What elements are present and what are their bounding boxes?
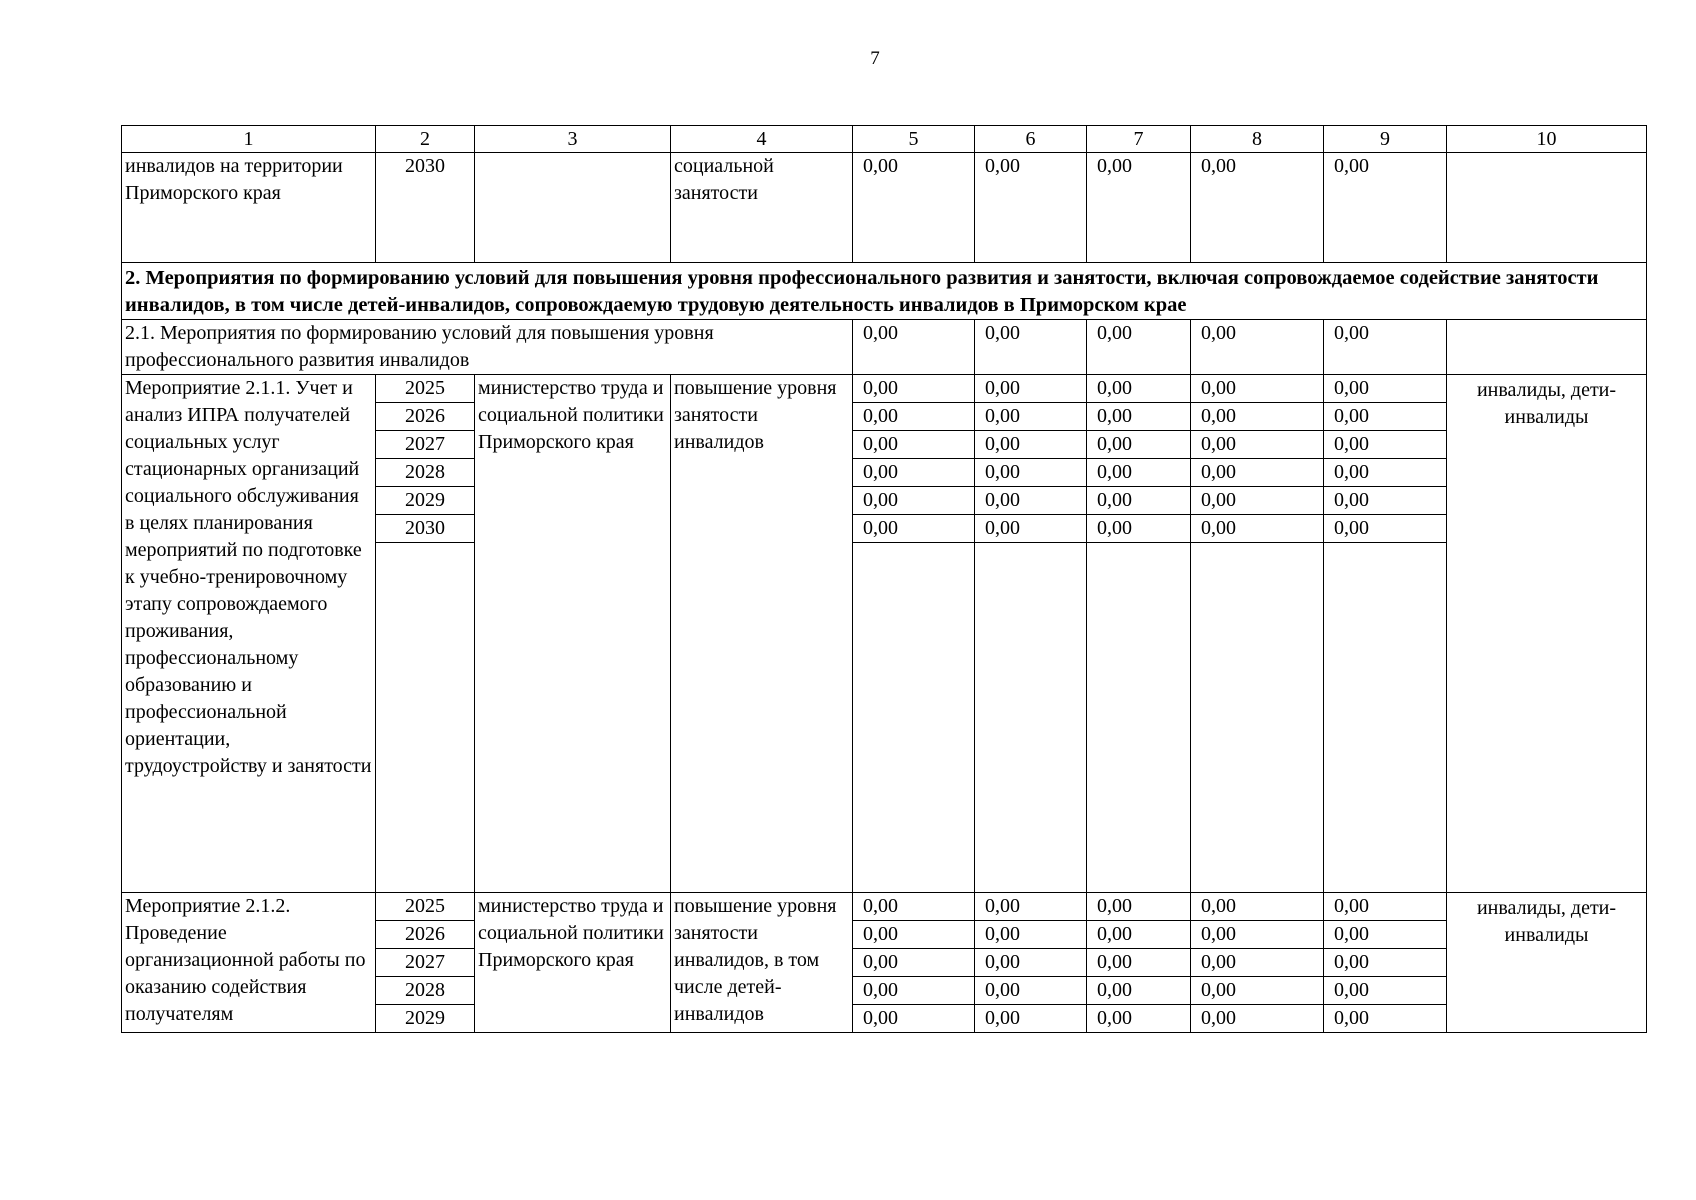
value-cell: 0,00 [1324,403,1447,431]
subsection-value: 0,00 [1324,320,1447,375]
value-cell: 0,00 [975,375,1087,403]
subsection-value: 0,00 [853,320,975,375]
value-cell: 0,00 [1324,1005,1447,1033]
value-cell: 0,00 [853,459,975,487]
value-cell: 0,00 [1324,459,1447,487]
subsection-value: 0,00 [975,320,1087,375]
value-cell: 0,00 [1191,949,1324,977]
year-cell: 2026 [376,403,475,431]
value-cell: 0,00 [1087,1005,1191,1033]
value-cell: 0,00 [1191,515,1324,543]
empty-cell [853,543,975,893]
value-cell: 0,00 [1324,375,1447,403]
cont-description: инвалидов на территории Приморского края [122,153,376,263]
column-header: 7 [1087,126,1191,153]
value-cell: 0,00 [975,431,1087,459]
value-cell: 0,00 [1324,487,1447,515]
measure-title: Мероприятие 2.1.1. Учет и анализ ИПРА получателей социальных услуг стационарных организаций социального обслуживания в целях планирования мероприятий по подготовке к учебно-тренировочному этапу сопровождаемого проживания, профессиональному образованию и профессиональной ориентации, трудоустройству и занятости [122,375,376,893]
empty-cell [975,543,1087,893]
empty-cell [1324,543,1447,893]
value-cell: 0,00 [1087,921,1191,949]
column-header: 1 [122,126,376,153]
value-cell: 0,00 [975,1005,1087,1033]
value-cell: 0,00 [975,921,1087,949]
value-cell: 0,00 [975,459,1087,487]
year-cell: 2025 [376,893,475,921]
value-cell: 0,00 [1087,893,1191,921]
cont-value: 0,00 [975,153,1087,263]
cont-value: 0,00 [1087,153,1191,263]
value-cell: 0,00 [1191,431,1324,459]
value-cell: 0,00 [975,403,1087,431]
year-cell: 2029 [376,487,475,515]
year-cell: 2027 [376,431,475,459]
value-cell: 0,00 [853,375,975,403]
value-cell: 0,00 [975,893,1087,921]
year-cell: 2028 [376,977,475,1005]
subsection-value: 0,00 [1087,320,1191,375]
value-cell: 0,00 [975,487,1087,515]
section-row [122,263,1647,320]
year-cell: 2030 [376,515,475,543]
column-header: 8 [1191,126,1324,153]
value-cell: 0,00 [1191,977,1324,1005]
value-cell: 0,00 [1087,487,1191,515]
value-cell: 0,00 [1087,949,1191,977]
value-cell: 0,00 [853,403,975,431]
value-cell: 0,00 [1087,977,1191,1005]
column-header: 4 [671,126,853,153]
value-cell: 0,00 [853,487,975,515]
empty-cell [1191,543,1324,893]
value-cell: 0,00 [1191,921,1324,949]
value-cell: 0,00 [1324,977,1447,1005]
value-cell: 0,00 [975,949,1087,977]
value-cell: 0,00 [1191,1005,1324,1033]
value-cell: 0,00 [1324,431,1447,459]
value-cell: 0,00 [853,949,975,977]
value-cell: 0,00 [1324,515,1447,543]
cont-executor [475,153,671,263]
result-cell: повышение уровня занятости инвалидов [671,375,853,893]
column-header: 2 [376,126,475,153]
section-2-title: 2. Мероприятия по формированию условий для повышения уровня профессионального развития и занятости, включая сопровождаемое содействие занятости инвалидов, в том числе детей-инвалидов, сопровождаемую трудовую деятельность инвалидов в Приморском крае [122,263,1647,320]
value-cell: 0,00 [1087,403,1191,431]
value-cell: 0,00 [975,515,1087,543]
target-group-cell: инвалиды, дети-инвалиды [1447,375,1647,893]
cont-value: 0,00 [1324,153,1447,263]
value-cell: 0,00 [853,431,975,459]
column-header: 9 [1324,126,1447,153]
cont-result: социальной занятости [671,153,853,263]
column-header: 6 [975,126,1087,153]
subsection-2-1-title: 2.1. Мероприятия по формированию условий для повышения уровня профессионального развития инвалидов [122,320,853,375]
executor-cell: министерство труда и социальной политики Приморского края [475,375,671,893]
value-cell: 0,00 [1191,403,1324,431]
year-cell: 2026 [376,921,475,949]
subsection-row [122,320,1647,375]
value-cell: 0,00 [853,893,975,921]
value-cell: 0,00 [853,515,975,543]
column-numbers-row [122,126,1647,153]
year-cell: 2028 [376,459,475,487]
value-cell: 0,00 [975,977,1087,1005]
value-cell: 0,00 [853,977,975,1005]
column-header: 5 [853,126,975,153]
value-cell: 0,00 [1087,431,1191,459]
result-cell: повышение уровня занятости инвалидов, в том числе детей-инвалидов [671,893,853,1033]
continuation-row [122,153,1647,263]
value-cell: 0,00 [1191,893,1324,921]
value-cell: 0,00 [1191,487,1324,515]
subsection-value: 0,00 [1191,320,1324,375]
value-cell: 0,00 [1324,921,1447,949]
empty-cell [1087,543,1191,893]
empty-cell [376,543,475,893]
value-cell: 0,00 [1087,375,1191,403]
value-cell: 0,00 [1324,893,1447,921]
year-cell: 2029 [376,1005,475,1033]
measure-title: Мероприятие 2.1.2. Проведение организационной работы по оказанию содействия получателям [122,893,376,1033]
value-cell: 0,00 [1087,515,1191,543]
column-header: 3 [475,126,671,153]
cont-value: 0,00 [853,153,975,263]
target-group-cell: инвалиды, дети-инвалиды [1447,893,1647,1033]
subsection-target [1447,320,1647,375]
cont-year: 2030 [376,153,475,263]
value-cell: 0,00 [1191,459,1324,487]
page-number: 7 [870,48,880,69]
year-cell: 2025 [376,375,475,403]
value-cell: 0,00 [1324,949,1447,977]
value-cell: 0,00 [1191,375,1324,403]
executor-cell: министерство труда и социальной политики Приморского края [475,893,671,1033]
cont-value: 0,00 [1191,153,1324,263]
value-cell: 0,00 [853,921,975,949]
value-cell: 0,00 [853,1005,975,1033]
measure-year-row [122,375,1647,403]
measure-year-row [122,893,1647,921]
program-table [121,125,1647,1033]
cont-target [1447,153,1647,263]
value-cell: 0,00 [1087,459,1191,487]
year-cell: 2027 [376,949,475,977]
column-header: 10 [1447,126,1647,153]
